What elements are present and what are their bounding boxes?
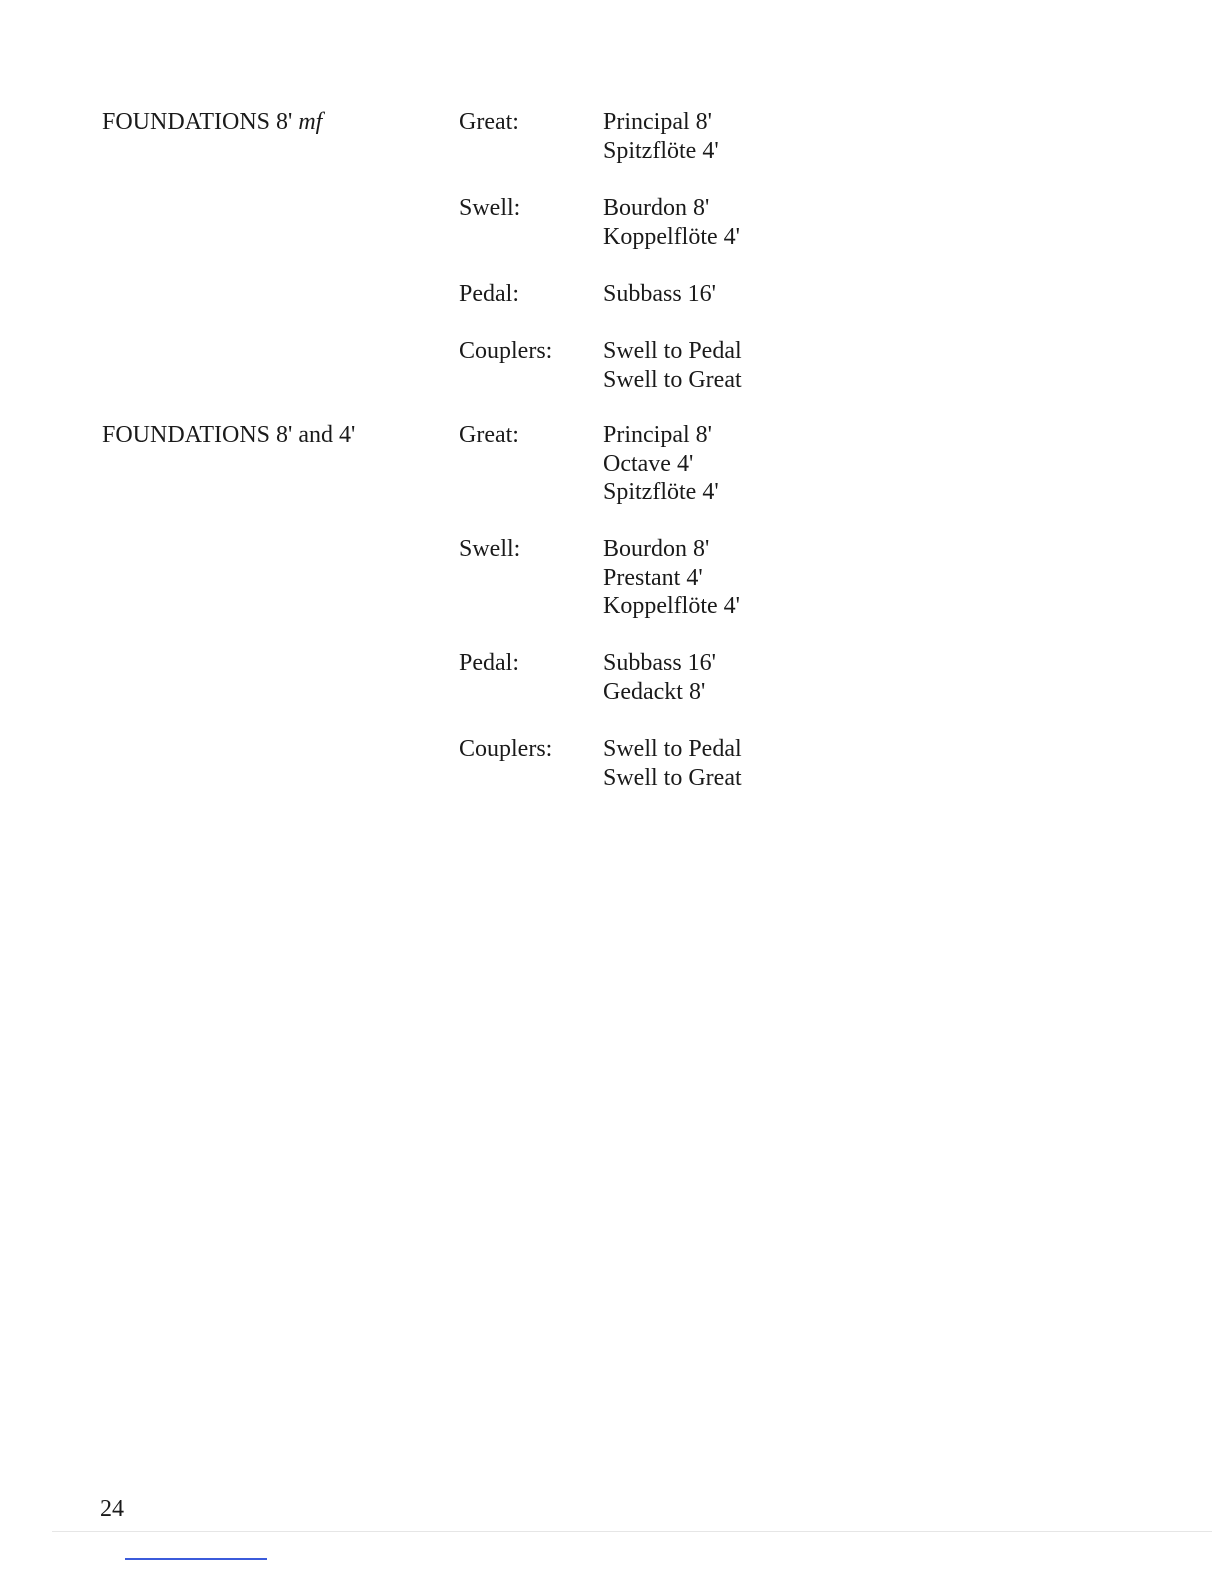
division-label: Pedal: bbox=[459, 650, 519, 676]
footer-divider bbox=[52, 1531, 1212, 1532]
stop-item: Spitzflöte 4' bbox=[603, 137, 719, 164]
stop-item: Swell to Pedal bbox=[603, 338, 742, 364]
stop-item: Principal 8' bbox=[603, 422, 712, 448]
stop-item: Octave 4' bbox=[603, 450, 694, 477]
stop-item: Swell to Great bbox=[603, 764, 742, 791]
stop-item: Prestant 4' bbox=[603, 564, 703, 591]
stop-item: Subbass 16' bbox=[603, 650, 717, 676]
section-heading bbox=[102, 108, 322, 137]
stop-list bbox=[603, 649, 716, 706]
division-label: Great: bbox=[459, 109, 519, 135]
page-number: 24 bbox=[100, 1496, 124, 1522]
scan-edge-mark bbox=[125, 1558, 267, 1560]
division-label: Swell: bbox=[459, 536, 521, 562]
dynamic-marking: mf bbox=[298, 109, 323, 135]
stop-list bbox=[603, 337, 742, 394]
stop-list bbox=[603, 535, 740, 621]
stop-list bbox=[603, 108, 719, 165]
stop-item: Principal 8' bbox=[603, 109, 712, 135]
stop-item: Gedackt 8' bbox=[603, 678, 706, 705]
division-label: Swell: bbox=[459, 195, 521, 221]
stop-list bbox=[603, 735, 742, 792]
stop-item: Swell to Pedal bbox=[603, 736, 742, 762]
section-title: FOUNDATIONS 8' and 4' bbox=[102, 422, 356, 448]
section-heading bbox=[102, 421, 355, 450]
stop-item: Koppelflöte 4' bbox=[603, 593, 740, 619]
division-label: Couplers: bbox=[459, 736, 553, 762]
stop-item: Spitzflöte 4' bbox=[603, 479, 719, 505]
stop-item: Bourdon 8' bbox=[603, 195, 710, 221]
division-label: Great: bbox=[459, 422, 519, 448]
stop-list bbox=[603, 194, 740, 251]
stop-list bbox=[603, 280, 716, 309]
stop-item: Koppelflöte 4' bbox=[603, 223, 740, 250]
stop-item: Swell to Great bbox=[603, 366, 742, 393]
division-label: Couplers: bbox=[459, 338, 553, 364]
stop-item: Bourdon 8' bbox=[603, 536, 710, 562]
stop-item: Subbass 16' bbox=[603, 281, 717, 307]
stop-list bbox=[603, 421, 719, 507]
section-title: FOUNDATIONS 8' bbox=[102, 109, 293, 135]
division-label: Pedal: bbox=[459, 281, 519, 307]
